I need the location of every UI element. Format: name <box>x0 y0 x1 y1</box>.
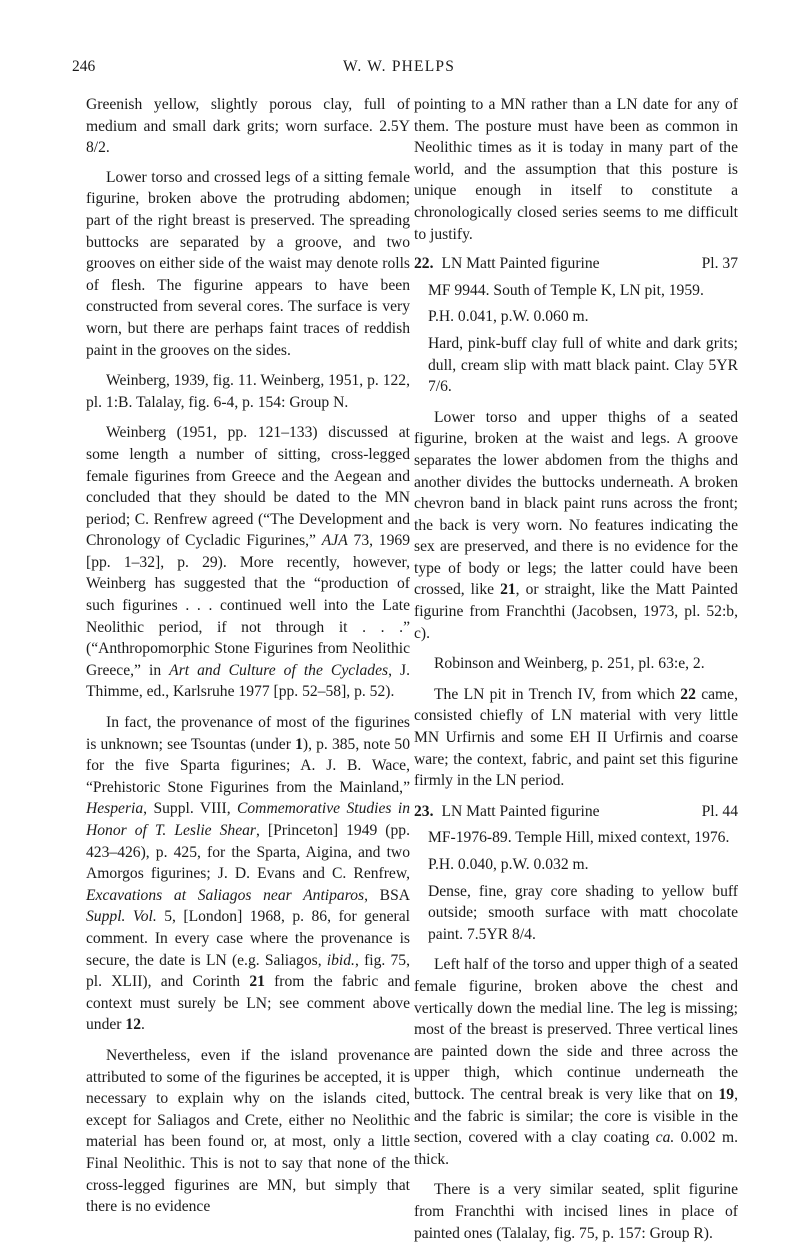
entry-22-bibliography: Robinson and Weinberg, p. 251, pl. 63:e, 2. <box>434 655 705 673</box>
paragraph-nevertheless: Nevertheless, even if the island provenance attributed to some of the figurines be accepted, it is necessary to explain why on the islands cited, except for Saliagos and Crete, either no Neolithic material has been found or, at most, only a little Final Neolithic. This is not to say that none of the cross-legged figurines are MN, but simply that there is no evidence <box>86 1046 410 1216</box>
entry-23-description: Left half of the torso and upper thigh of a seated female figurine, broken above the chest and vertically down the medial line. The leg is missing; most of the breast is preserved. Three vertical lines are painted down the side and three across the upper thigh, which continue underneath the buttock. The central break is very like that on 19, and the fabric is similar; the core is visible in the section, covered with a clay coating ca. 0.002 m. thick. <box>414 956 738 1168</box>
entry-22-commentary: The LN pit in Trench IV, from which 22 came, consisted chiefly of LN material with very little MN Urfirnis and some EH II Urfirnis and coarse ware; the context, fabric, and paint set this figurine firmly in the LN period. <box>414 685 738 790</box>
entry-23-commentary: There is a very similar seated, split figurine from Franchthi with incised lines in place of painted ones (Talalay, fig. 75, p. 157: Group R). <box>414 1181 738 1242</box>
running-header <box>72 56 726 80</box>
right-column <box>414 94 738 1253</box>
paragraph-description: Lower torso and crossed legs of a sitting female figurine, broken above the protruding abdomen; part of the right breast is preserved. The spreading buttocks are separated by a groove, and two grooves on either side of the waist may denote rolls of flesh. The figurine appears to have been constructed from several cores. The surface is very worn, but there are perhaps faint traces of reddish paint in the grooves on the sides. <box>86 168 410 359</box>
catalogue-entry-22-heading <box>414 253 738 275</box>
plate-reference: Pl. 44 <box>701 802 738 820</box>
entry-number: 22. <box>414 255 434 273</box>
dimensions-line: P.H. 0.040, p.W. 0.032 m. <box>428 856 589 873</box>
entry-number: 23. <box>414 802 434 820</box>
fabric-line: Dense, fine, gray core shading to yellow buff outside; smooth surface with matt chocolate paint. 7.5YR 8/4. <box>428 882 738 943</box>
dimensions-line: P.H. 0.041, p.W. 0.060 m. <box>428 308 589 326</box>
entry-title: LN Matt Painted figurine <box>441 255 600 273</box>
catalogue-entry-22-meta <box>428 280 738 398</box>
page-number: 246 <box>72 58 96 75</box>
paragraph-provenance: In fact, the provenance of most of the figurines is unknown; see Tsountas (under 1), p. 385, note 50 for the five Sparta figurines; A. J. B. Wace, “Prehistoric Stone Figurines from the Mainland,” Hesperia, Suppl. VIII, Commemorative Studies in Honor of T. Leslie Shear, [Princeton] 1949 (pp. 423–426), p. 425, for the Sparta, Aigina, and two Amorgos figurines; J. D. Evans and C. Renfrew, Excavations at Saliagos near Antiparos, BSA Suppl. Vol. 5, [London] 1968, p. 86, for general comment. In every case where the provenance is secure, the date is LN (e.g. Saliagos, ibid., fig. 75, pl. XLII), and Corinth 21 from the fabric and context must surely be LN; see comment above under 12. <box>86 714 411 1034</box>
fabric-line: Hard, pink-buff clay full of white and dark grits; dull, cream slip with matt black paint. Clay 5YR 7/6. <box>428 334 738 396</box>
paragraph-continued: pointing to a MN rather than a LN date for any of them. The posture must have been as common in Neolithic times as it is today in many part of the world, and the assumption that this posture is unique enough in itself to constitute a chronologically closed series seems to me difficult to justify. <box>414 96 738 243</box>
plate-reference: Pl. 37 <box>701 255 738 273</box>
inventory-line: MF 9944. South of Temple K, LN pit, 1959. <box>428 281 704 299</box>
entry-22-description: Lower torso and upper thighs of a seated figurine, broken at the waist and legs. A groove separates the lower abdomen from the thighs and another divides the buttocks underneath. A broken chevron band in black paint runs across the front; the back is very worn. No features indicating the sex are preserved, and there is no evidence for the type of body or legs; the latter could have been crossed, like 21, or straight, like the Matt Painted figurine from Franchthi (Jacobsen, 1973, pl. 52:b, c). <box>414 408 738 642</box>
paragraph-bibliography: Weinberg, 1939, fig. 11. Weinberg, 1951, p. 122, pl. 1:B. Talalay, fig. 6-4, p. 154: Group N. <box>86 372 410 411</box>
entry-title: LN Matt Painted figurine <box>441 802 600 820</box>
paragraph-weinberg-discussion: Weinberg (1951, pp. 121–133) discussed at some length a number of sitting, cross-legged female figurines from Greece and the Aegean and concluded that they should be dated to the MN period; C. Renfrew agreed (“The Development and Chronology of Cycladic Figurines,” AJA 73, 1969 [pp. 1–32], p. 29). More recently, however, Weinberg has suggested that the “production of such figurines . . . continued well into the Late Neolithic period, if not through it . . .” (“Anthropomorphic Stone Figurines from Neolithic Greece,” in Art and Culture of the Cyclades, J. Thimme, ed., Karlsruhe 1977 [pp. 52–58], p. 52). <box>86 424 410 701</box>
paragraph-fabric-continued: Greenish yellow, slightly porous clay, full of medium and small dark grits; worn surface. 2.5Y 8/2. <box>86 96 410 157</box>
catalogue-entry-23-meta <box>428 827 738 945</box>
left-column <box>86 94 410 1227</box>
inventory-line: MF-1976-89. Temple Hill, mixed context, 1976. <box>428 829 730 847</box>
catalogue-entry-23-heading <box>414 801 738 823</box>
running-head-author: W. W. PHELPS <box>342 58 456 75</box>
